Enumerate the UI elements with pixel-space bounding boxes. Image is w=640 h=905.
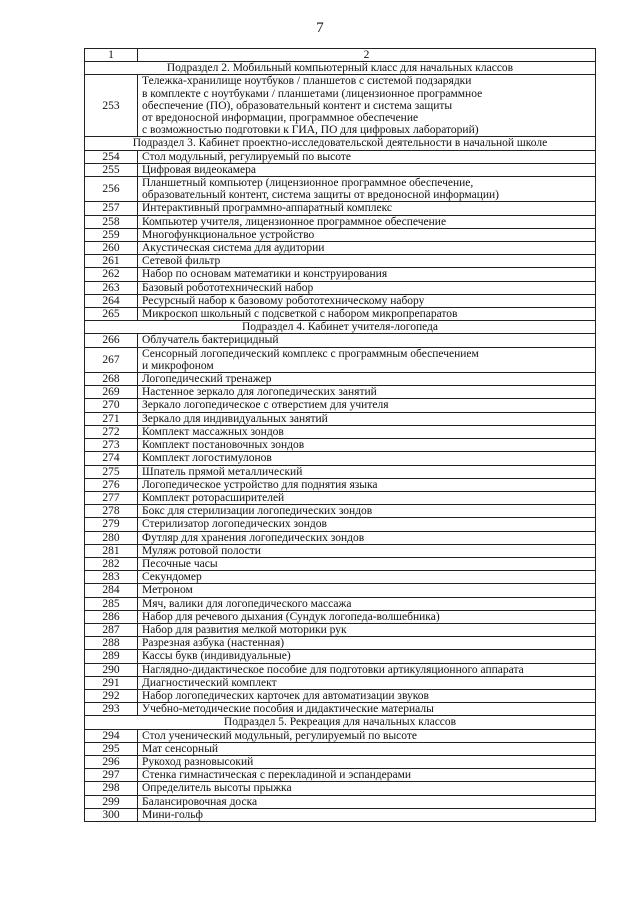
- item-name-line: Разрезная азбука (настенная): [142, 637, 285, 650]
- item-name-line: Интерактивный программно-аппаратный комплекс: [142, 202, 392, 215]
- item-number: 299: [85, 795, 138, 808]
- item-name-line: Набор по основам математики и конструирования: [142, 268, 388, 281]
- item-number: 283: [85, 571, 138, 584]
- item-number: 296: [85, 755, 138, 768]
- table-row: [85, 703, 596, 716]
- table-row: [85, 255, 596, 268]
- item-name: [138, 215, 596, 228]
- item-number: 259: [85, 228, 138, 241]
- table-row: [85, 557, 596, 570]
- table-row: [85, 163, 596, 176]
- item-name-line: Тележка-хранилище ноутбуков / планшетов с системой подзарядки: [142, 75, 472, 88]
- column-name-header: 2: [138, 49, 596, 62]
- section-title: Подраздел 3. Кабинет проектно-исследовательской деятельности в начальной школе: [85, 137, 596, 150]
- item-name-line: Кассы букв (индивидуальные): [142, 650, 291, 663]
- table-row: [85, 215, 596, 228]
- table-row: [85, 689, 596, 702]
- item-name-line: Ресурсный набор к базовому робототехническому набору: [142, 294, 425, 307]
- equipment-table-body: [85, 49, 596, 822]
- item-name-line: Цифровая видеокамера: [142, 163, 257, 176]
- table-row: [85, 334, 596, 347]
- item-name-line: обеспечение (ПО), образовательный контент и система защиты: [142, 99, 453, 112]
- item-name-line: Многофункциональное устройство: [142, 228, 315, 241]
- item-name-line: Набор для развития мелкой моторики рук: [142, 623, 347, 636]
- item-name-line: Логопедическое устройство для поднятия языка: [142, 478, 378, 491]
- item-number: 257: [85, 202, 138, 215]
- item-name: [138, 202, 596, 215]
- item-name: [138, 255, 596, 268]
- item-name-line: Комплект постановочных зондов: [142, 439, 305, 452]
- table-row: [85, 425, 596, 438]
- item-name-line: Базовый робототехнический набор: [142, 281, 314, 294]
- table-row: [85, 584, 596, 597]
- item-name-line: Стенка гимнастическая с перекладиной и эспандерами: [142, 769, 412, 782]
- item-number: 267: [85, 347, 138, 372]
- item-name-line: Балансировочная доска: [142, 795, 258, 808]
- section-title: Подраздел 4. Кабинет учителя-логопеда: [85, 321, 596, 334]
- table-row: [85, 75, 596, 137]
- item-name: [138, 465, 596, 478]
- item-name: [138, 412, 596, 425]
- item-name: [138, 769, 596, 782]
- item-name: [138, 689, 596, 702]
- item-name-line: Зеркало логопедическое с отверстием для учителя: [142, 399, 389, 412]
- item-name: [138, 281, 596, 294]
- item-number: 268: [85, 373, 138, 386]
- item-name: [138, 518, 596, 531]
- item-number: 287: [85, 623, 138, 636]
- table-row: [85, 571, 596, 584]
- item-name: [138, 386, 596, 399]
- item-name-line: Учебно-методические пособия и дидактические материалы: [142, 703, 434, 716]
- item-name-line: Сетевой фильтр: [142, 255, 221, 268]
- item-number: 271: [85, 412, 138, 425]
- table-row: [85, 465, 596, 478]
- item-name-line: Мини-гольф: [142, 808, 203, 821]
- table-row: [85, 268, 596, 281]
- item-number: 262: [85, 268, 138, 281]
- table-row: [85, 769, 596, 782]
- item-name-line: Секундомер: [142, 571, 202, 584]
- item-name-line: Стол ученический модульный, регулируемый по высоте: [142, 729, 417, 742]
- item-name: [138, 676, 596, 689]
- item-number: 276: [85, 478, 138, 491]
- item-number: 285: [85, 597, 138, 610]
- table-row: [85, 782, 596, 795]
- item-number: 277: [85, 491, 138, 504]
- item-name-line: Планшетный компьютер (лицензионное программное обеспечение,: [142, 177, 474, 190]
- table-row: [85, 491, 596, 504]
- item-name: [138, 75, 596, 137]
- table-row: [85, 347, 596, 372]
- item-number: 294: [85, 729, 138, 742]
- table-row: [85, 742, 596, 755]
- table-row: [85, 177, 596, 202]
- item-number: 289: [85, 650, 138, 663]
- table-row: [85, 373, 596, 386]
- item-name-line: Наглядно-дидактическое пособие для подготовки артикуляционного аппарата: [142, 663, 524, 676]
- item-name: [138, 268, 596, 281]
- item-name: [138, 163, 596, 176]
- item-number: 269: [85, 386, 138, 399]
- item-name-line: Сенсорный логопедический комплекс с программным обеспечением: [142, 347, 479, 360]
- item-number: 253: [85, 75, 138, 137]
- section-row: [85, 321, 596, 334]
- item-name-line: Метроном: [142, 584, 193, 597]
- column-number-header: 1: [85, 49, 138, 62]
- item-name-line: Облучатель бактерицидный: [142, 334, 279, 347]
- item-name: [138, 478, 596, 491]
- table-row: [85, 663, 596, 676]
- table-row: [85, 729, 596, 742]
- table-row: [85, 650, 596, 663]
- item-name: [138, 505, 596, 518]
- item-name: [138, 425, 596, 438]
- section-title: Подраздел 5. Рекреация для начальных классов: [85, 716, 596, 729]
- item-name: [138, 703, 596, 716]
- item-name-line: от вредоносной информации, программное обеспечение: [142, 112, 419, 125]
- section-row: [85, 137, 596, 150]
- item-name-line: с возможностью подготовки к ГИА, ПО для цифровых лабораторий): [142, 124, 479, 137]
- item-name: [138, 150, 596, 163]
- item-number: 300: [85, 808, 138, 821]
- item-name-line: Рукоход разновысокий: [142, 755, 254, 768]
- item-name-line: и микрофоном: [142, 359, 214, 372]
- item-name: [138, 663, 596, 676]
- item-name: [138, 623, 596, 636]
- item-name-line: Настенное зеркало для логопедических занятий: [142, 386, 377, 399]
- item-number: 284: [85, 584, 138, 597]
- table-row: [85, 150, 596, 163]
- item-name: [138, 228, 596, 241]
- table-row: [85, 478, 596, 491]
- item-name: [138, 347, 596, 372]
- item-name: [138, 637, 596, 650]
- item-name: [138, 308, 596, 321]
- item-number: 293: [85, 703, 138, 716]
- item-number: 263: [85, 281, 138, 294]
- item-name-line: Акустическая система для аудитории: [142, 242, 325, 255]
- table-header-row: [85, 49, 596, 62]
- item-number: 264: [85, 294, 138, 307]
- item-number: 292: [85, 689, 138, 702]
- item-name-line: Бокс для стерилизации логопедических зондов: [142, 505, 373, 518]
- item-number: 258: [85, 215, 138, 228]
- item-number: 297: [85, 769, 138, 782]
- table-row: [85, 452, 596, 465]
- item-number: 282: [85, 557, 138, 570]
- table-row: [85, 386, 596, 399]
- table-row: [85, 228, 596, 241]
- item-name-line: Определитель высоты прыжка: [142, 782, 292, 795]
- table-row: [85, 795, 596, 808]
- section-row: [85, 716, 596, 729]
- item-number: 291: [85, 676, 138, 689]
- item-number: 260: [85, 242, 138, 255]
- item-name: [138, 399, 596, 412]
- item-name: [138, 373, 596, 386]
- table-row: [85, 637, 596, 650]
- table-row: [85, 294, 596, 307]
- table-row: [85, 439, 596, 452]
- item-name-line: Логопедический тренажер: [142, 373, 272, 386]
- item-name-line: Микроскоп школьный с подсветкой с набором микропрепаратов: [142, 308, 458, 321]
- equipment-table: [84, 48, 596, 822]
- table-row: [85, 531, 596, 544]
- item-name-line: Песочные часы: [142, 557, 218, 570]
- item-name: [138, 452, 596, 465]
- item-name-line: в комплекте с ноутбуками / планшетами (лицензионное программное: [142, 87, 483, 100]
- item-name: [138, 491, 596, 504]
- item-name-line: Мяч, валики для логопедического массажа: [142, 597, 352, 610]
- table-row: [85, 412, 596, 425]
- item-name: [138, 597, 596, 610]
- item-name: [138, 177, 596, 202]
- item-number: 275: [85, 465, 138, 478]
- item-name: [138, 544, 596, 557]
- item-number: 273: [85, 439, 138, 452]
- item-name: [138, 557, 596, 570]
- item-number: 261: [85, 255, 138, 268]
- item-number: 272: [85, 425, 138, 438]
- item-name-line: Компьютер учителя, лицензионное программное обеспечение: [142, 215, 447, 228]
- item-name: [138, 294, 596, 307]
- item-name: [138, 584, 596, 597]
- table-row: [85, 623, 596, 636]
- item-number: 290: [85, 663, 138, 676]
- item-name: [138, 795, 596, 808]
- item-name: [138, 531, 596, 544]
- table-row: [85, 808, 596, 821]
- table-row: [85, 399, 596, 412]
- item-number: 279: [85, 518, 138, 531]
- section-row: [85, 62, 596, 75]
- table-row: [85, 518, 596, 531]
- item-name: [138, 334, 596, 347]
- item-name-line: Комплект массажных зондов: [142, 425, 284, 438]
- table-row: [85, 676, 596, 689]
- item-name: [138, 755, 596, 768]
- table-row: [85, 755, 596, 768]
- item-name-line: образовательный контент, система защиты от вредоносной информации): [142, 189, 499, 202]
- item-name-line: Диагностический комплект: [142, 676, 277, 689]
- item-number: 280: [85, 531, 138, 544]
- page-number: 7: [316, 20, 324, 36]
- item-name: [138, 650, 596, 663]
- item-name: [138, 729, 596, 742]
- item-name: [138, 242, 596, 255]
- item-name-line: Муляж ротовой полости: [142, 544, 261, 557]
- table-row: [85, 597, 596, 610]
- item-number: 278: [85, 505, 138, 518]
- table-row: [85, 281, 596, 294]
- item-name-line: Шпатель прямой металлический: [142, 465, 303, 478]
- table-row: [85, 505, 596, 518]
- item-name-line: Зеркало для индивидуальных занятий: [142, 412, 328, 425]
- item-number: 265: [85, 308, 138, 321]
- item-number: 288: [85, 637, 138, 650]
- table-row: [85, 242, 596, 255]
- item-number: 270: [85, 399, 138, 412]
- item-name: [138, 571, 596, 584]
- item-number: 256: [85, 177, 138, 202]
- table-row: [85, 202, 596, 215]
- item-name-line: Стерилизатор логопедических зондов: [142, 518, 327, 531]
- item-number: 254: [85, 150, 138, 163]
- item-name: [138, 782, 596, 795]
- item-name-line: Комплект роторасширителей: [142, 491, 285, 504]
- item-number: 281: [85, 544, 138, 557]
- item-name: [138, 808, 596, 821]
- item-name-line: Набор логопедических карточек для автоматизации звуков: [142, 689, 429, 702]
- table-row: [85, 308, 596, 321]
- item-name: [138, 439, 596, 452]
- item-number: 274: [85, 452, 138, 465]
- section-title: Подраздел 2. Мобильный компьютерный класс для начальных классов: [85, 62, 596, 75]
- table-row: [85, 610, 596, 623]
- item-number: 298: [85, 782, 138, 795]
- item-number: 255: [85, 163, 138, 176]
- table-row: [85, 544, 596, 557]
- item-name-line: Футляр для хранения логопедических зондов: [142, 531, 365, 544]
- item-name-line: Стол модульный, регулируемый по высоте: [142, 150, 351, 163]
- item-name-line: Мат сенсорный: [142, 742, 219, 755]
- item-name-line: Комплект логостимулонов: [142, 452, 272, 465]
- item-number: 266: [85, 334, 138, 347]
- item-name: [138, 610, 596, 623]
- item-name: [138, 742, 596, 755]
- item-name-line: Набор для речевого дыхания (Сундук логопеда-волшебника): [142, 610, 440, 623]
- item-number: 286: [85, 610, 138, 623]
- item-number: 295: [85, 742, 138, 755]
